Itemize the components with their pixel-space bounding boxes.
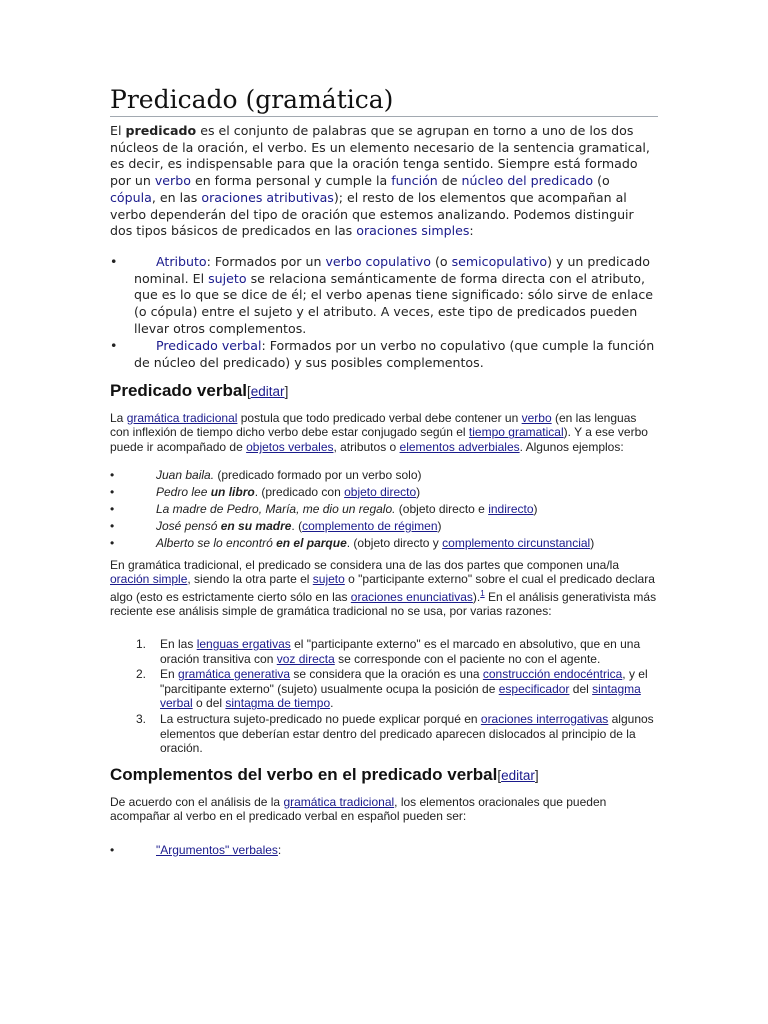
list-number: 1. — [136, 637, 147, 651]
bullet: • — [110, 535, 115, 550]
examples-list — [110, 467, 658, 552]
text: En las — [160, 637, 197, 651]
link-objeto-directo[interactable]: objeto directo — [344, 484, 417, 499]
page-title: Predicado (gramática) — [110, 85, 394, 114]
bullet: • — [110, 842, 115, 857]
section1-paragraph-2 — [110, 558, 658, 619]
bullet: • — [110, 253, 118, 269]
link-especificador[interactable]: especificador — [498, 681, 570, 696]
example-note: (predicado formado por un verbo solo) — [214, 467, 422, 482]
example-text: La madre de Pedro, María, me dio un regalo. — [156, 501, 396, 516]
intro-text: (o — [593, 173, 610, 189]
text: o del — [192, 696, 226, 711]
link-copula[interactable]: cópula — [110, 189, 152, 205]
section-heading-complementos — [110, 764, 658, 787]
intro-text: de — [437, 173, 462, 189]
link-gramatica-tradicional[interactable]: gramática tradicional — [283, 794, 395, 809]
text: algunos elementos que deberían estar dentro del predicado aparecen dislocados al principio de la oración. — [160, 711, 654, 756]
predicate-types-list — [110, 254, 658, 372]
example-text: Juan baila. — [156, 467, 215, 482]
intro-text: : — [469, 223, 474, 239]
link-nucleo-predicado[interactable]: núcleo del predicado — [461, 173, 594, 189]
text: La estructura sujeto-predicado no puede explicar porqué en — [160, 711, 481, 726]
intro-bold-term: predicado — [125, 123, 197, 138]
example-note: . (objeto directo y — [346, 535, 443, 550]
text: La — [110, 410, 127, 425]
link-construccion-endocentrica[interactable]: construcción endocéntrica — [482, 667, 623, 682]
section-heading-predicado-verbal — [110, 380, 658, 403]
link-complemento-circunstancial[interactable]: complemento circunstancial — [442, 535, 591, 550]
link-complemento-regimen[interactable]: complemento de régimen — [302, 518, 438, 533]
text: En el análisis generativista más reciente ese análisis simple de gramática tradicional no se usa, por varias razones: — [110, 589, 657, 619]
bullet: • — [110, 467, 115, 482]
list-number: 3. — [136, 711, 147, 726]
list-item — [110, 637, 658, 666]
text: , los elementos oracionales que pueden acompañar al verbo en el predicado verbal en español pueden ser: — [110, 794, 607, 824]
example-bold: en su madre — [220, 518, 292, 533]
link-voz-directa[interactable]: voz directa — [276, 651, 335, 666]
text: ). — [472, 589, 481, 604]
list-item — [110, 518, 658, 535]
bullet: • — [110, 338, 118, 354]
link-elementos-adverbiales[interactable]: elementos adverbiales — [399, 440, 520, 455]
list-item — [110, 842, 658, 859]
reasons-list — [110, 637, 658, 756]
link-verbo[interactable]: verbo — [154, 173, 191, 189]
text: En — [160, 667, 179, 682]
section-title: Complementos del verbo en el predicado verbal — [110, 764, 498, 784]
link-semicopulativo[interactable]: semicopulativo — [451, 253, 548, 269]
link-tiempo-gramatical[interactable]: tiempo gramatical — [468, 425, 564, 440]
text: el "participante externo" es el marcado en absolutivo, que en una oración transitiva con — [160, 637, 641, 666]
example-note: . (predicado con — [254, 484, 345, 499]
section1-paragraph — [110, 411, 658, 455]
link-oracion-simple[interactable]: oración simple — [110, 572, 188, 587]
text: se considera que la oración es una — [290, 667, 483, 682]
list-number: 2. — [136, 667, 147, 682]
example-note: ) — [590, 535, 595, 550]
text: ). Y a ese verbo puede ir acompañado de — [110, 425, 648, 455]
text: De acuerdo con el análisis de la — [110, 794, 284, 809]
intro-text: en forma personal y cumple la — [190, 173, 392, 189]
link-atributo[interactable]: Atributo — [156, 253, 207, 269]
bullet: • — [110, 484, 115, 499]
intro-text: ); el resto de los elementos que acompañan al verbo dependerán del tipo de oración que estemos analizando. Podemos distinguir dos tipos básicos de predicados en las — [110, 189, 634, 239]
intro-text: es el conjunto de palabras que se agrupan en torno a uno de los dos núcleos de la oración, el verbo. Es un elemento necesario de la sentencia gramatical, es decir, es indispensable para que la oración tenga sentido. Siempre está formado por un — [110, 123, 650, 189]
example-text: Pedro lee — [156, 484, 211, 499]
complements-list — [110, 842, 658, 859]
example-note: ) — [533, 501, 538, 516]
link-oraciones-atributivas[interactable]: oraciones atributivas — [201, 189, 334, 205]
example-note: ) — [416, 484, 421, 499]
list-text: ) y un predicado nominal. El — [134, 253, 650, 286]
example-text: Alberto se lo encontró — [156, 535, 277, 550]
link-funcion[interactable]: función — [391, 173, 438, 189]
list-item — [110, 712, 658, 756]
link-sujeto[interactable]: sujeto — [312, 572, 345, 587]
link-sintagma-de-tiempo[interactable]: sintagma de tiempo — [225, 696, 331, 711]
link-predicado-verbal[interactable]: Predicado verbal — [156, 338, 262, 354]
link-gramatica-generativa[interactable]: gramática generativa — [178, 667, 291, 682]
text: . Algunos ejemplos: — [519, 440, 624, 455]
text: se corresponde con el paciente no con el agente. — [334, 651, 601, 666]
text: : — [277, 842, 282, 857]
intro-paragraph — [110, 123, 658, 240]
link-oraciones-interrogativas[interactable]: oraciones interrogativas — [480, 711, 609, 726]
link-indirecto[interactable]: indirecto — [488, 501, 534, 516]
link-argumentos-verbales[interactable]: "Argumentos" verbales — [156, 842, 278, 857]
example-note: . ( — [291, 518, 303, 533]
link-objetos-verbales[interactable]: objetos verbales — [246, 440, 334, 455]
link-lenguas-ergativas[interactable]: lenguas ergativas — [196, 637, 291, 651]
list-text: : Formados por un verbo no copulativo (que cumple la función de núcleo del predicado) y sus posibles complementos. — [134, 338, 655, 371]
bullet: • — [110, 501, 115, 516]
example-text: José pensó — [156, 518, 221, 533]
list-text: (o — [430, 253, 452, 269]
link-oraciones-enunciativas[interactable]: oraciones enunciativas — [350, 589, 473, 604]
edit-section-link[interactable]: [editar] — [497, 767, 539, 783]
intro-text: El — [110, 123, 126, 138]
example-note: (objeto directo e — [395, 501, 489, 516]
example-note: ) — [437, 518, 442, 533]
list-item — [110, 484, 658, 501]
article — [110, 84, 658, 859]
section-title: Predicado verbal — [110, 380, 248, 400]
edit-link[interactable]: editar — [250, 383, 285, 399]
link-sujeto[interactable]: sujeto — [208, 270, 247, 286]
list-item-predicado-verbal — [110, 338, 658, 371]
edit-link[interactable]: editar — [501, 767, 535, 783]
list-text: : Formados por un — [206, 253, 326, 269]
list-item — [110, 535, 658, 552]
text: , atributos o — [333, 440, 400, 455]
bullet: • — [110, 518, 115, 533]
reference-link[interactable]: 1 — [480, 588, 485, 598]
list-item — [110, 667, 658, 711]
list-item — [110, 501, 658, 518]
example-bold: un libro — [210, 484, 255, 499]
intro-text: , en las — [151, 189, 202, 205]
text: postula que todo predicado verbal debe contener un — [237, 410, 522, 425]
edit-section-link[interactable]: [editar] — [247, 383, 289, 399]
link-verbo[interactable]: verbo — [521, 410, 552, 425]
section2-paragraph — [110, 795, 658, 824]
list-text: se relaciona semánticamente de forma directa con el atributo, que es lo que se dice de él; el verbo apenas tiene significado: sólo sirve de enlace (o cópula) entre el sujeto y el atributo. A veces, este tipo de predicados pueden llevar otros complementos. — [134, 270, 654, 336]
example-bold: en el parque — [276, 535, 347, 550]
text: En gramática tradicional, el predicado se considera una de las dos partes que componen una/la — [110, 557, 619, 572]
link-oraciones-simples[interactable]: oraciones simples — [356, 223, 470, 239]
text: , y el "parcitipante externo" (sujeto) usualmente ocupa la posición de — [160, 667, 648, 696]
list-item-atributo — [110, 254, 658, 338]
text: o "participante externo" sobre el cual el predicado declara algo (esto es estrictamente cierto sólo en las — [110, 572, 655, 604]
text: . — [330, 696, 334, 711]
text: del — [569, 681, 593, 696]
text: (en las lenguas con inflexión de tiempo dicho verbo debe estar conjugado según el — [110, 410, 637, 440]
link-sintagma-verbal[interactable]: sintagma verbal — [160, 681, 641, 711]
link-gramatica-tradicional[interactable]: gramática tradicional — [126, 410, 238, 425]
link-verbo-copulativo[interactable]: verbo copulativo — [325, 253, 431, 269]
title-divider — [110, 116, 658, 117]
list-item — [110, 467, 658, 484]
text: , siendo la otra parte el — [187, 572, 313, 587]
